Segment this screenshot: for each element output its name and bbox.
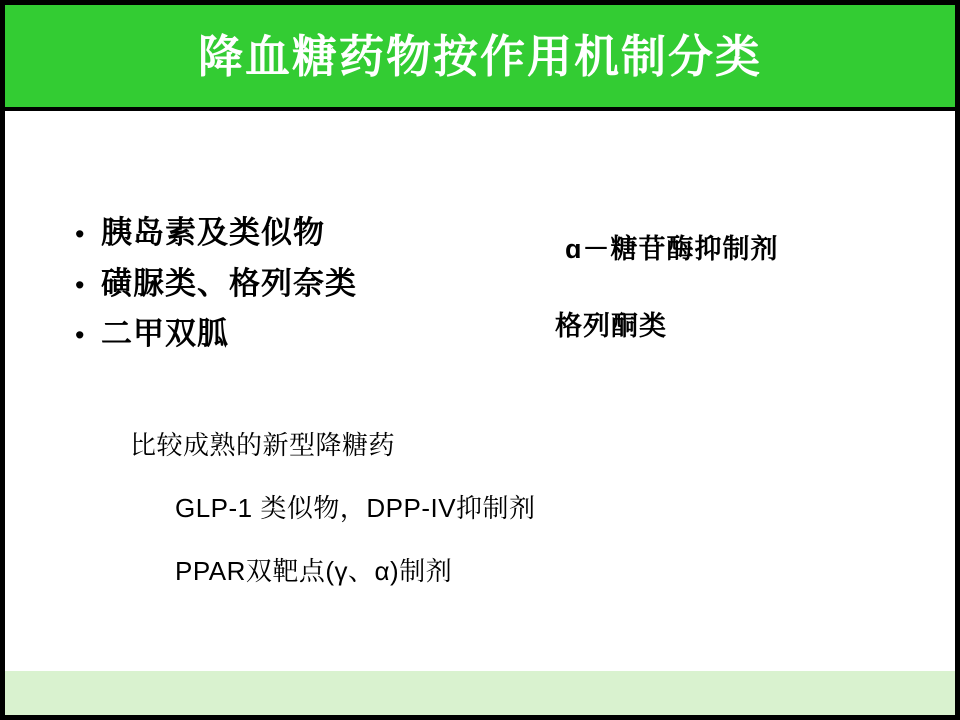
- lower-block-heading: 比较成熟的新型降糖药: [130, 430, 396, 460]
- list-item-label: 胰岛素及类似物: [101, 215, 325, 250]
- bullet-dot-icon: •: [75, 269, 85, 300]
- slide-border-bottom: [0, 715, 960, 720]
- bullet-dot-icon: •: [75, 320, 85, 351]
- list-item-label: 二甲双胍: [101, 316, 229, 352]
- right-item-list: [545, 233, 925, 343]
- lower-block-line-2: GLP-1 类似物，DPP-IV抑制剂: [175, 493, 536, 524]
- left-bullet-list: [75, 215, 495, 367]
- lower-text-block: [130, 430, 830, 588]
- lower-block-line-3: PPAR双靶点(γ、α)制剂: [175, 556, 453, 587]
- footer-band: [5, 671, 955, 715]
- list-item-label: ɑ－糖苷酶抑制剂: [565, 234, 779, 264]
- slide-title-bar: [5, 5, 955, 111]
- list-item: [75, 316, 495, 352]
- list-item-label: 磺脲类、格列奈类: [101, 265, 357, 301]
- bullet-dot-icon: •: [75, 219, 85, 249]
- slide-body: [5, 115, 955, 680]
- slide-border-right: [955, 0, 960, 720]
- list-item: [75, 266, 495, 302]
- list-item-label: 格列酮类: [555, 311, 667, 342]
- page-title: 降血糖药物按作用机制分类: [197, 30, 762, 82]
- list-item: [75, 215, 495, 251]
